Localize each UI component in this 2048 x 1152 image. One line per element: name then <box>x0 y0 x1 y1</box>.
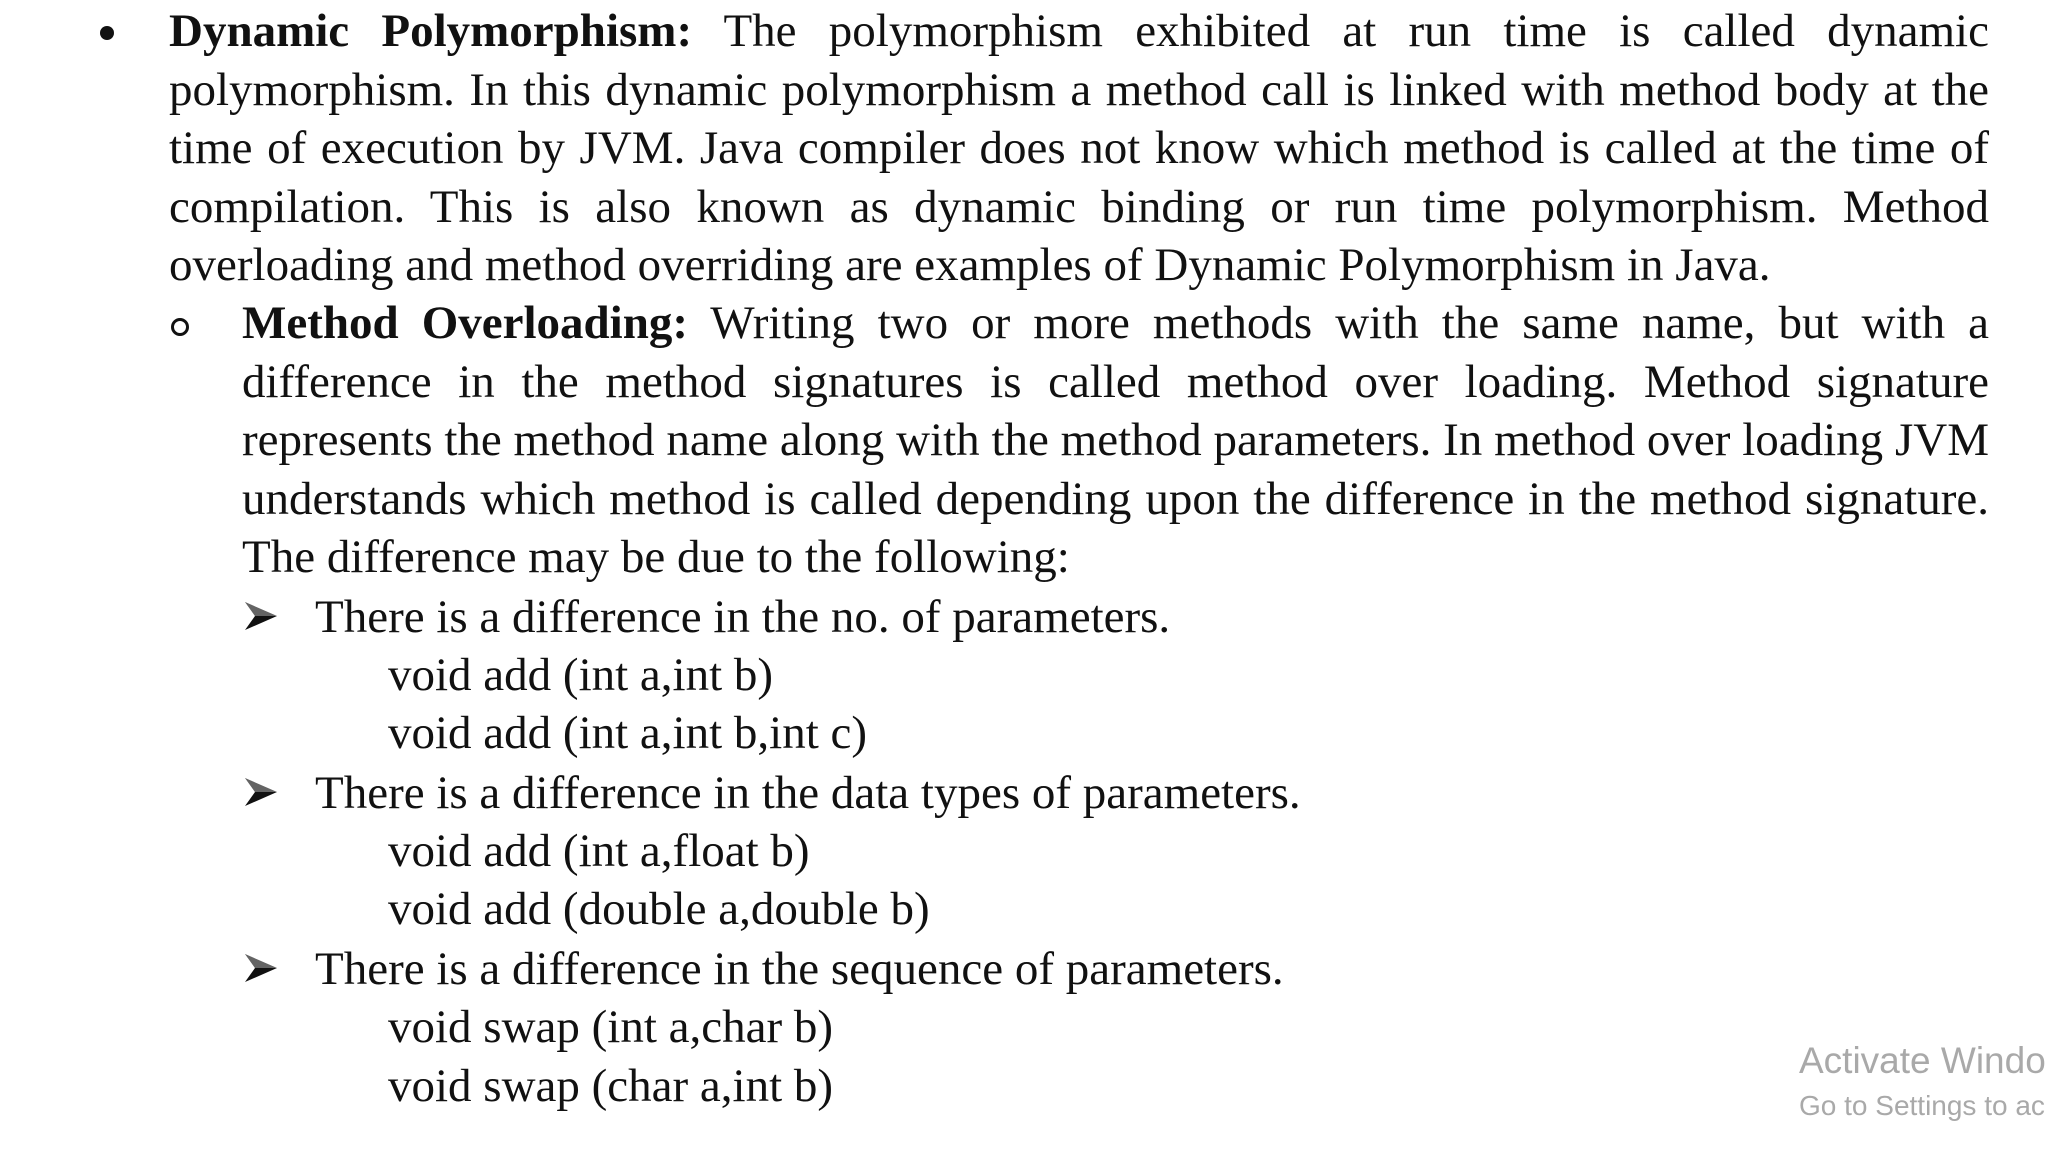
arrow-bullet-icon <box>243 598 279 634</box>
dynamic-polymorphism-term: Dynamic Polymorphism: <box>169 5 693 57</box>
arrow-bullet-icon <box>243 950 279 986</box>
dynamic-polymorphism-text: The polymorphism exhibited at run time is called dynamic polymorphism. In this dynamic polymorphism a method call is linked with method body at the time of execution by JVM. Java compiler does not know which method is called at the time of compilation. This is also known as dynamic binding or run time polymorphism. Method overloading and method overriding are examples of Dynamic Polymorphism in Java. <box>169 5 1989 291</box>
bullet-dot-icon <box>100 26 114 40</box>
case-item: There is a difference in the sequence of parameters. <box>315 943 1284 995</box>
code-line: void swap (char a,int b) <box>388 1060 834 1112</box>
activate-windows-watermark: Activate Windo <box>1799 1040 2046 1081</box>
case-item: There is a difference in the data types of parameters. <box>315 767 1301 819</box>
case-item: There is a difference in the no. of parameters. <box>315 591 1171 643</box>
bullet-circle-icon <box>171 318 189 336</box>
code-line: void add (int a,float b) <box>388 825 810 877</box>
code-line: void swap (int a,char b) <box>388 1001 834 1053</box>
method-overloading-paragraph <box>242 294 1989 587</box>
code-line: void add (int a,int b) <box>388 649 774 701</box>
code-line: void add (int a,int b,int c) <box>388 707 868 759</box>
method-overloading-term: Method Overloading: <box>242 297 689 349</box>
arrow-bullet-icon <box>243 774 279 810</box>
dynamic-polymorphism-paragraph <box>169 2 1989 295</box>
code-line: void add (double a,double b) <box>388 883 930 935</box>
activate-windows-hint: Go to Settings to ac <box>1799 1090 2045 1121</box>
method-overloading-text: Writing two or more methods with the same name, but with a difference in the method signatures is called method over loading. Method signature represents the method name along with the method parameters. In method over loading JVM understands which method is called depending upon the difference in the method signature. The difference may be due to the following: <box>242 297 1990 583</box>
